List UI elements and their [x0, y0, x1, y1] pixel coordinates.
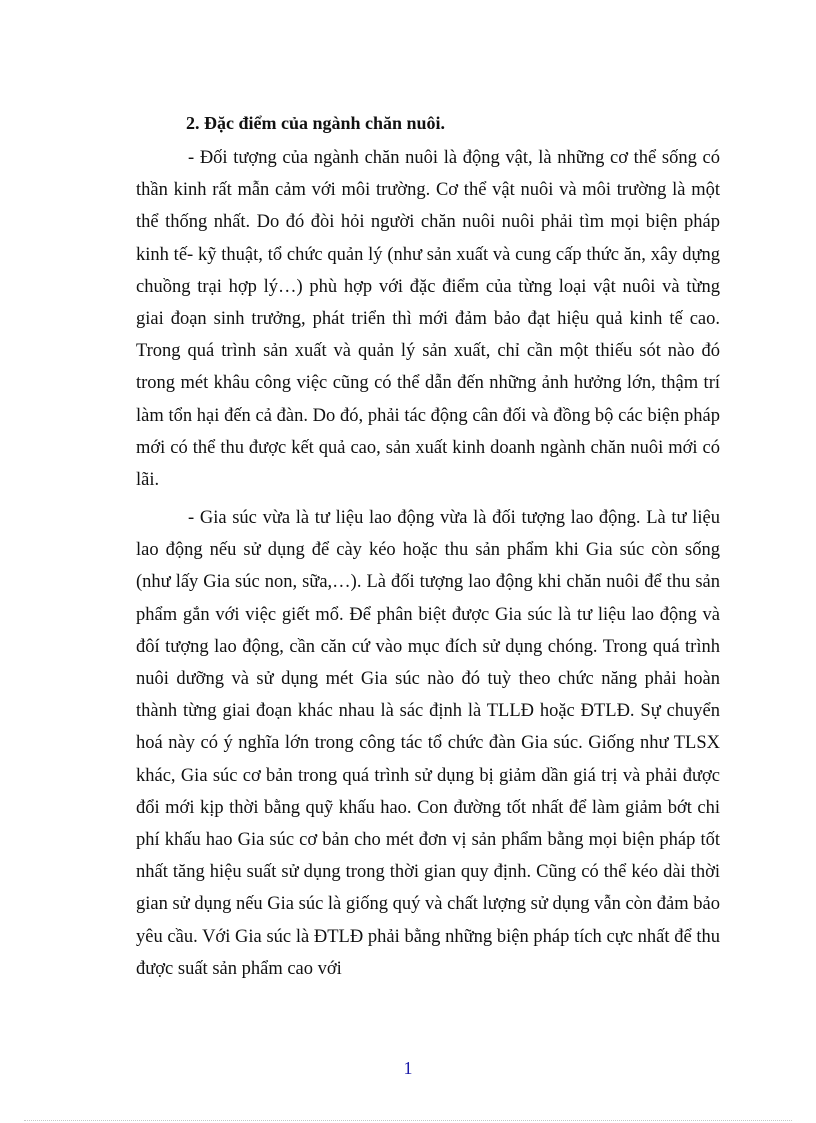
paragraph-1: - Đối tượng của ngành chăn nuôi là động vật, là những cơ thể sống có thần kinh rất mẫn cảm với môi trường. Cơ thể vật nuôi và môi trường là một thể thống nhất. Do đó đòi hỏi người chăn nuôi nuôi phải tìm mọi biện pháp kinh tế- kỹ thuật, tổ chức quản lý (như sản xuất và cung cấp thức ăn, xây dựng chuồng trại hợp lý…) phù hợp với đặc điểm của từng loại vật nuôi và từng giai đoạn sinh trưởng, phát triển thì mới đảm bảo đạt hiệu quả kinh tế cao. Trong quá trình sản xuất và quản lý sản xuất, chỉ cần một thiếu sót nào đó trong mét khâu công việc cũng có thể dẫn đến những ảnh hưởng lớn, thậm trí làm tổn hại đến cả đàn. Do đó, phải tác động cân đối và đồng bộ các biện pháp mới có thể thu được kết quả cao, sản xuất kinh doanh ngành chăn nuôi mới có lãi.: [136, 148, 720, 491]
section-heading: 2. Đặc điểm của ngành chăn nuôi.: [186, 113, 446, 133]
paragraph-2: - Gia súc vừa là tư liệu lao động vừa là đối tượng lao động. Là tư liệu lao động nếu sử dụng để cày kéo hoặc thu sản phẩm khi Gia súc còn sống (như lấy Gia súc non, sữa,…). Là đối tượng lao động khi chăn nuôi để thu sản phẩm gắn với việc giết mổ. Để phân biệt được Gia súc là tư liệu lao động và đôí tượng lao động, cần căn cứ vào mục đích sử dụng chóng. Trong quá trình nuôi dưỡng và sử dụng mét Gia súc nào đó tuỳ theo chức năng phải hoàn thành từng giai đoạn khác nhau là sác định là TLLĐ hoặc ĐTLĐ. Sự chuyển hoá này có ý nghĩa lớn trong công tác tổ chức đàn Gia súc. Giống như TLSX khác, Gia súc cơ bản trong quá trình sử dụng bị giảm dần giá trị và phải được đổi mới kịp thời bằng quỹ khấu hao. Con đường tốt nhất để làm giảm bớt chi phí khấu hao Gia súc cơ bản cho mét đơn vị sản phẩm bằng mọi biện pháp tốt nhất tăng hiệu suất sử dụng trong thời gian quy định. Cũng có thể kéo dài thời gian sử dụng nếu Gia súc là giống quý và chất lượng sử dụng vẫn còn đảm bảo yêu cầu. Với Gia súc là ĐTLĐ phải bằng những biện pháp tích cực nhất để thu được suất sản phẩm cao với: [136, 508, 720, 979]
page-bottom-divider: [24, 1120, 792, 1121]
page-number: 1: [403, 1058, 413, 1078]
